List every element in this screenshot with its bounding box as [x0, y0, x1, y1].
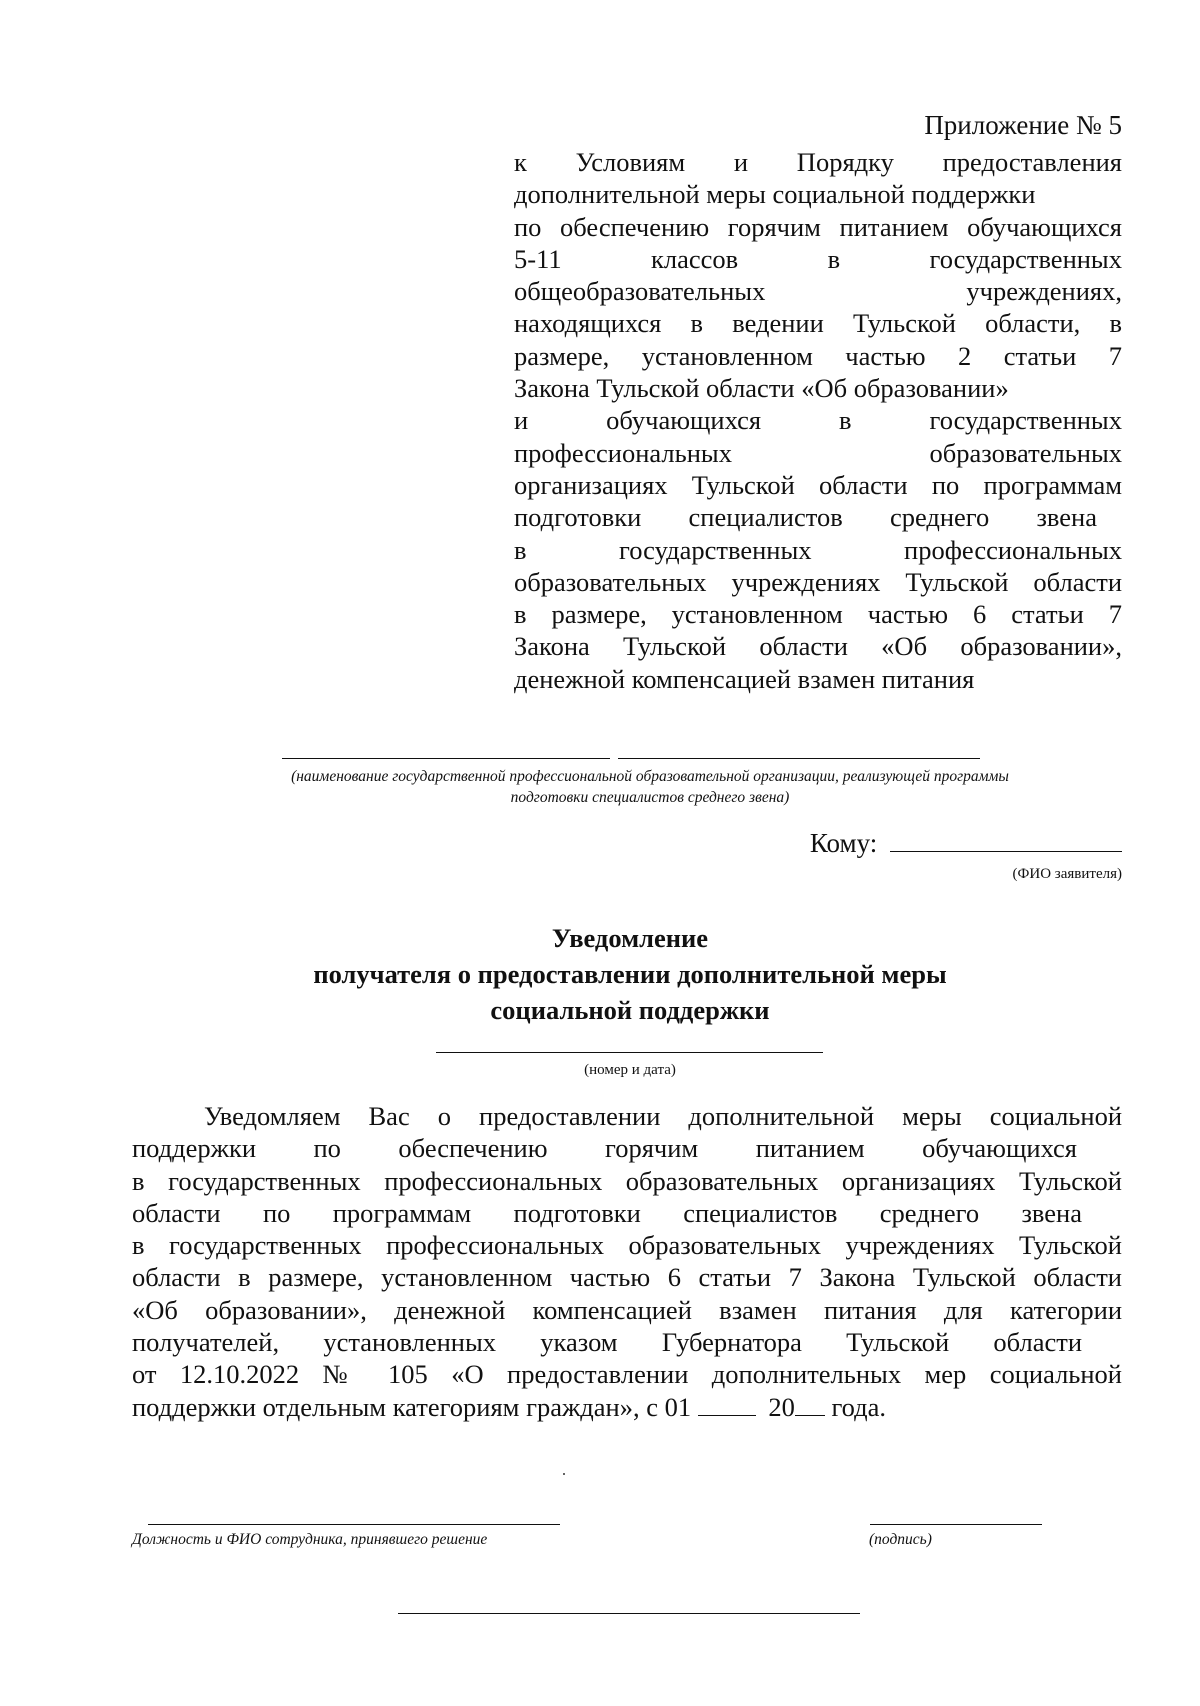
position-name-line[interactable]	[148, 1524, 560, 1525]
body-text-end: года.	[831, 1391, 887, 1422]
body-line: «Об образовании», денежной компенсацией взамен питания для категории	[132, 1294, 1122, 1325]
signature-note: (подпись)	[869, 1531, 932, 1548]
organization-name-line-2[interactable]	[618, 758, 980, 759]
annex-line: в государственных профессиональных	[514, 534, 1122, 565]
annex-line: денежной компенсацией взамен питания	[514, 663, 975, 694]
title-line: социальной поддержки	[490, 995, 770, 1025]
body-line: Уведомляем Вас о предоставлении дополнительной меры социальной	[204, 1101, 1122, 1131]
body-line: области по программам подготовки специалистов среднего звена	[132, 1197, 1082, 1228]
recipient-note: (ФИО заявителя)	[1012, 866, 1122, 882]
year-blank[interactable]	[795, 1393, 825, 1416]
notice-body	[132, 1100, 1122, 1423]
annex-heading: Приложение № 5	[924, 110, 1122, 140]
annex-line: в размере, установленном частью 6 статьи 7	[514, 599, 1122, 630]
number-date-line[interactable]	[436, 1052, 823, 1053]
annex-line: по обеспечению горячим питанием обучающихся	[514, 211, 1122, 242]
month-blank[interactable]	[698, 1393, 756, 1416]
annex-line: Закона Тульской области «Об образовании»,	[514, 631, 1122, 662]
annex-line: 5-11 классов в государственных	[514, 243, 1122, 274]
scan-dot	[563, 1473, 565, 1475]
body-line: области в размере, установленном частью 6 статьи 7 Закона Тульской области	[132, 1262, 1122, 1293]
body-text: поддержки отдельным категориям граждан», с 01	[132, 1391, 692, 1422]
annex-line: и обучающихся в государственных	[514, 405, 1122, 436]
body-line: от 12.10.2022 № 105 «О предоставлении дополнительных мер социальной	[132, 1359, 1122, 1390]
notice-title	[0, 920, 1200, 1028]
organization-note-line: (наименование государственной профессиональной образовательной организации, реализующей программы	[291, 768, 1009, 785]
organization-note-line: подготовки специалистов среднего звена)	[510, 789, 790, 806]
annex-line: Закона Тульской области «Об образовании»	[514, 373, 1009, 404]
annex-line: подготовки специалистов среднего звена	[514, 502, 1097, 533]
year-prefix: 20	[768, 1391, 795, 1422]
annex-line: находящихся в ведении Тульской области, в	[514, 308, 1122, 339]
title-line: Уведомление	[551, 923, 709, 953]
annex-line: профессиональных образовательных	[514, 437, 1122, 468]
body-line: получателей, установленных указом Губернатора Тульской области	[132, 1327, 1082, 1358]
body-line: в государственных профессиональных образовательных учреждениях Тульской	[132, 1230, 1122, 1261]
annex-line: дополнительной меры социальной поддержки	[514, 179, 1036, 210]
title-line: получателя о предоставлении дополнительной меры	[313, 959, 947, 989]
organization-name-line[interactable]	[282, 758, 610, 759]
body-line: в государственных профессиональных образовательных организациях Тульской	[132, 1165, 1122, 1196]
annex-text	[514, 146, 1122, 695]
body-last-line	[132, 1391, 1122, 1423]
annex-line: общеобразовательных учреждениях,	[514, 276, 1122, 307]
recipient-label: Кому:	[809, 828, 878, 858]
position-note: Должность и ФИО сотрудника, принявшего решение	[132, 1531, 488, 1548]
recipient-name-blank[interactable]	[890, 829, 1122, 852]
recipient-field	[810, 828, 1122, 859]
body-line: поддержки по обеспечению горячим питанием обучающихся	[132, 1133, 1077, 1164]
bottom-line	[398, 1613, 860, 1614]
annex-line: к Условиям и Порядку предоставления	[514, 147, 1122, 177]
signature-line[interactable]	[870, 1524, 1042, 1525]
annex-line: размере, установленном частью 2 статьи 7	[514, 340, 1122, 371]
organization-note	[170, 766, 1130, 808]
annex-line: организациях Тульской области по программам	[514, 469, 1122, 500]
annex-line: образовательных учреждениях Тульской области	[514, 566, 1122, 597]
number-date-note: (номер и дата)	[584, 1062, 676, 1078]
